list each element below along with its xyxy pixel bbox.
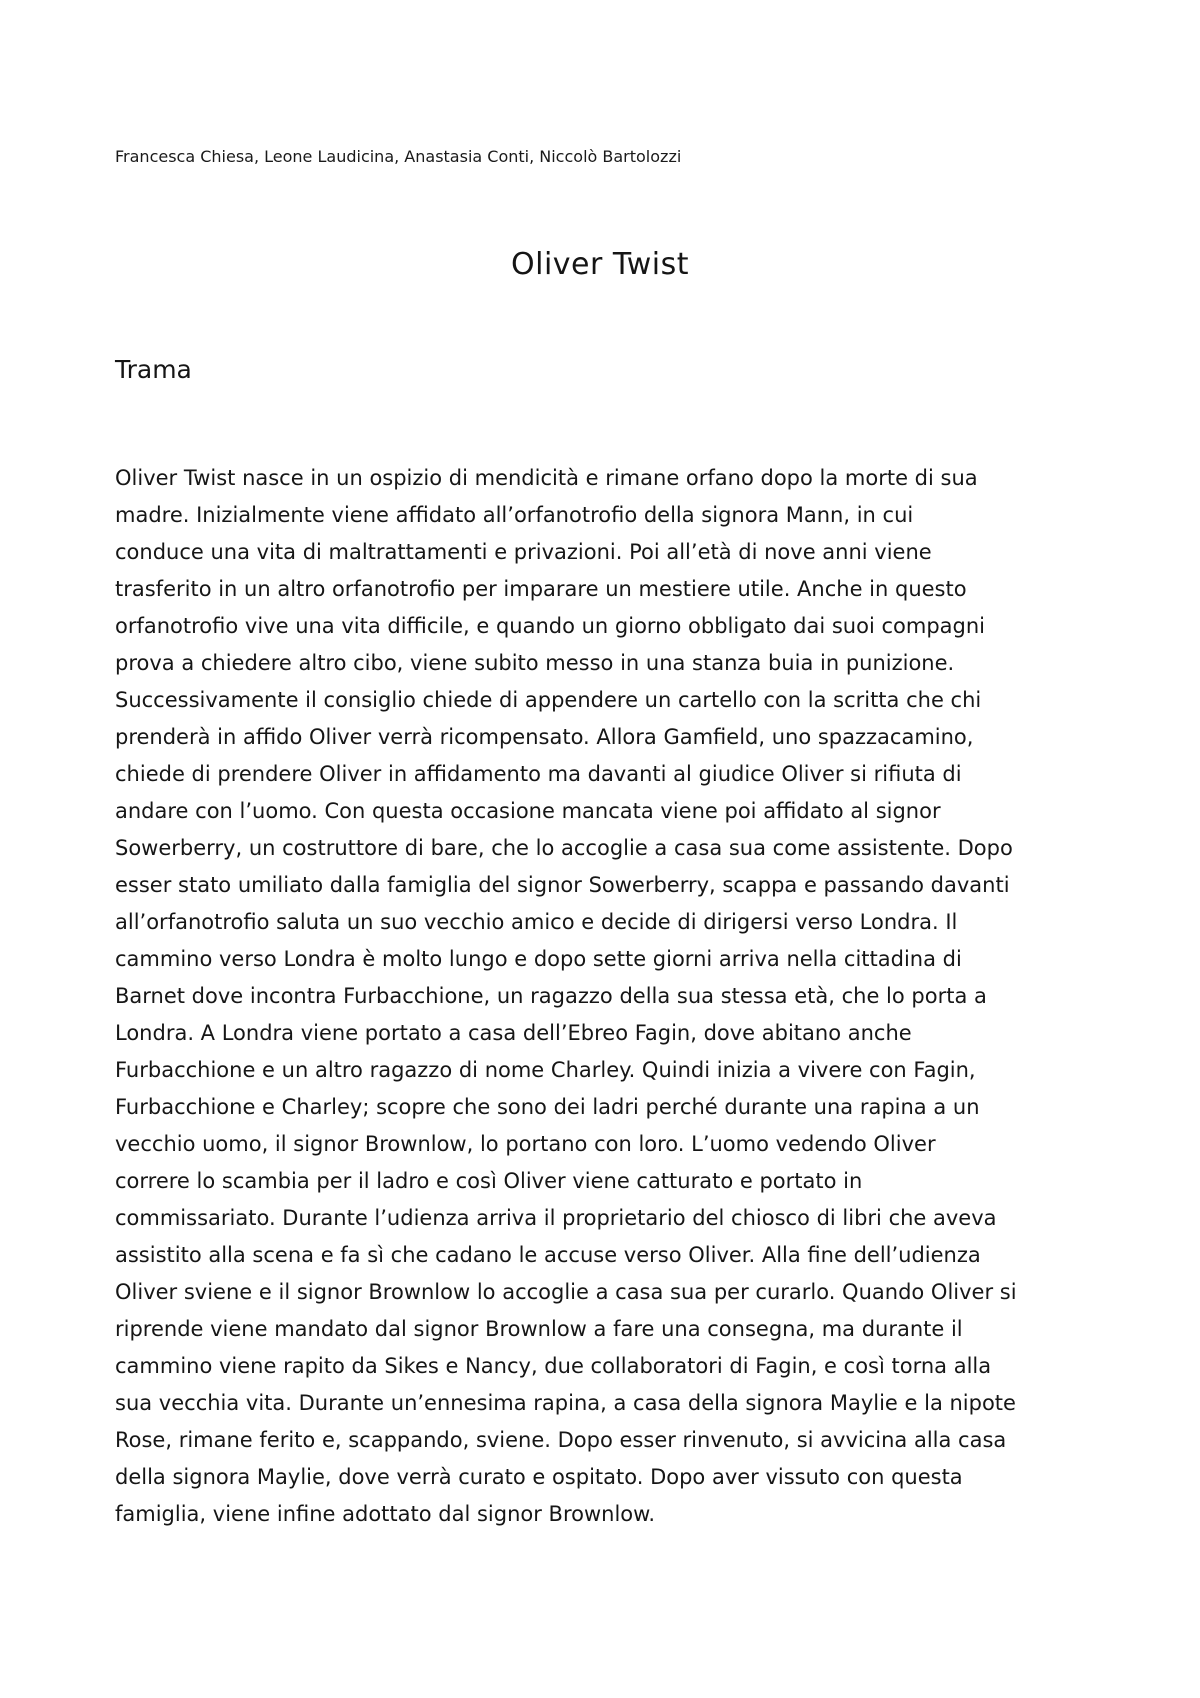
body-line: Sowerberry, un costruttore di bare, che lo accoglie a casa sua come assistente. Dopo (115, 836, 1013, 860)
body-line: prenderà in affido Oliver verrà ricompensato. Allora Gamfield, uno spazzacamino, (115, 725, 974, 749)
body-line: Barnet dove incontra Furbacchione, un ragazzo della sua stessa età, che lo porta a (115, 984, 987, 1008)
body-line: Successivamente il consiglio chiede di appendere un cartello con la scritta che chi (115, 688, 982, 712)
body-line: prova a chiedere altro cibo, viene subito messo in una stanza buia in punizione. (115, 651, 955, 675)
body-paragraph (115, 460, 1095, 1533)
body-line: vecchio uomo, il signor Brownlow, lo portano con loro. L’uomo vedendo Oliver (115, 1132, 936, 1156)
body-line: andare con l’uomo. Con questa occasione mancata viene poi affidato al signor (115, 799, 941, 823)
body-line: Rose, rimane ferito e, scappando, sviene. Dopo esser rinvenuto, si avvicina alla casa (115, 1428, 1007, 1452)
body-line: sua vecchia vita. Durante un’ennesima rapina, a casa della signora Maylie e la nipote (115, 1391, 1016, 1415)
body-line: assistito alla scena e fa sì che cadano le accuse verso Oliver. Alla fine dell’udienza (115, 1243, 981, 1267)
body-line: Londra. A Londra viene portato a casa dell’Ebreo Fagin, dove abitano anche (115, 1021, 912, 1045)
document-title: Oliver Twist (511, 247, 689, 282)
body-line: Furbacchione e Charley; scopre che sono dei ladri perché durante una rapina a un (115, 1095, 980, 1119)
body-line: all’orfanotrofio saluta un suo vecchio amico e decide di dirigersi verso Londra. Il (115, 910, 958, 934)
section-heading: Trama (115, 355, 192, 384)
body-line: conduce una vita di maltrattamenti e privazioni. Poi all’età di nove anni viene (115, 540, 932, 564)
body-line: cammino viene rapito da Sikes e Nancy, due collaboratori di Fagin, e così torna alla (115, 1354, 992, 1378)
body-line: chiede di prendere Oliver in affidamento ma davanti al giudice Oliver si rifiuta di (115, 762, 962, 786)
body-line: commissariato. Durante l’udienza arriva il proprietario del chiosco di libri che aveva (115, 1206, 997, 1230)
body-line: famiglia, viene infine adottato dal signor Brownlow. (115, 1502, 656, 1526)
body-line: orfanotrofio vive una vita difficile, e quando un giorno obbligato dai suoi compagni (115, 614, 985, 638)
body-line: Furbacchione e un altro ragazzo di nome Charley. Quindi inizia a vivere con Fagin, (115, 1058, 976, 1082)
body-line: cammino verso Londra è molto lungo e dopo sette giorni arriva nella cittadina di (115, 947, 962, 971)
body-line: riprende viene mandato dal signor Brownlow a fare una consegna, ma durante il (115, 1317, 963, 1341)
body-line: trasferito in un altro orfanotrofio per imparare un mestiere utile. Anche in questo (115, 577, 967, 601)
body-line: correre lo scambia per il ladro e così Oliver viene catturato e portato in (115, 1169, 863, 1193)
body-line: Oliver Twist nasce in un ospizio di mendicità e rimane orfano dopo la morte di sua (115, 466, 978, 490)
authors-line: Francesca Chiesa, Leone Laudicina, Anastasia Conti, Niccolò Bartolozzi (115, 147, 682, 166)
body-line: della signora Maylie, dove verrà curato e ospitato. Dopo aver vissuto con questa (115, 1465, 963, 1489)
body-line: esser stato umiliato dalla famiglia del signor Sowerberry, scappa e passando davanti (115, 873, 1010, 897)
body-line: Oliver sviene e il signor Brownlow lo accoglie a casa sua per curarlo. Quando Oliver si (115, 1280, 1017, 1304)
body-line: madre. Inizialmente viene affidato all’orfanotrofio della signora Mann, in cui (115, 503, 914, 527)
